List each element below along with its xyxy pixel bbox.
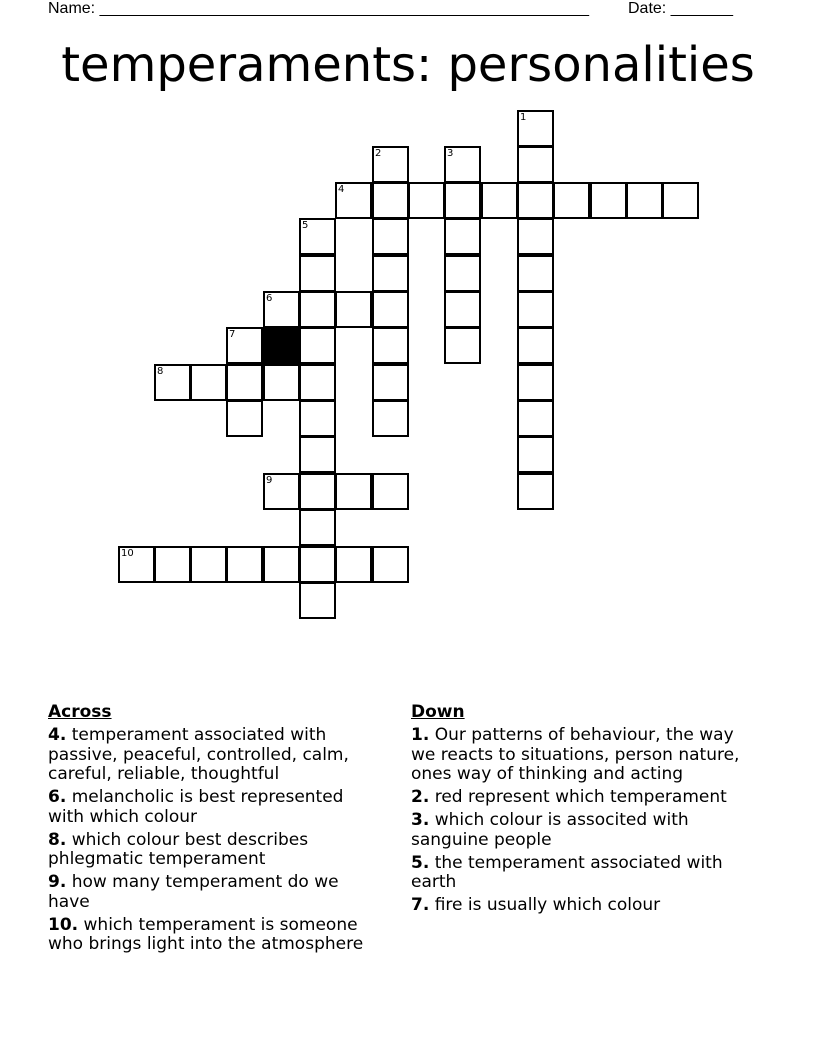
crossword-cell[interactable]: [444, 291, 481, 328]
crossword-cell[interactable]: [299, 364, 336, 401]
clue-number: 6.: [48, 787, 67, 807]
crossword-cell[interactable]: [444, 255, 481, 292]
crossword-cell[interactable]: [444, 218, 481, 255]
clue-number: 2.: [411, 787, 430, 807]
crossword-cell[interactable]: [299, 582, 336, 619]
across-clues: [48, 702, 383, 958]
clue-text: temperament associated with passive, peaceful, controlled, calm, careful, reliable, thoughtful: [48, 725, 349, 784]
crossword-cell[interactable]: [299, 291, 336, 328]
clue-number: 6: [266, 293, 273, 304]
crossword-cell[interactable]: [517, 473, 554, 510]
crossword-cell[interactable]: [299, 218, 336, 255]
crossword-cell[interactable]: [372, 327, 409, 364]
crossword-cell[interactable]: [444, 146, 481, 183]
crossword-cell[interactable]: [154, 364, 191, 401]
crossword-cell[interactable]: [226, 364, 263, 401]
date-field[interactable]: Date: _______: [628, 0, 733, 17]
crossword-cell[interactable]: [299, 546, 336, 583]
crossword-cell[interactable]: [517, 400, 554, 437]
crossword-cell[interactable]: [335, 473, 372, 510]
crossword-cell[interactable]: [190, 546, 227, 583]
crossword-cell[interactable]: [372, 218, 409, 255]
clue-item: [411, 726, 761, 785]
clue-number: 2: [375, 148, 382, 159]
crossword-cell[interactable]: [372, 364, 409, 401]
crossword-cell[interactable]: [226, 546, 263, 583]
crossword-cell[interactable]: [335, 182, 372, 219]
crossword-cell[interactable]: [263, 291, 300, 328]
crossword-cell[interactable]: [590, 182, 627, 219]
crossword-cell[interactable]: [263, 473, 300, 510]
clue-number: 1: [520, 112, 527, 123]
crossword-cell[interactable]: [226, 400, 263, 437]
crossword-cell[interactable]: [517, 364, 554, 401]
crossword-cell[interactable]: [299, 255, 336, 292]
crossword-cell[interactable]: [190, 364, 227, 401]
crossword-cell[interactable]: [299, 509, 336, 546]
clue-number: 5.: [411, 852, 430, 873]
crossword-cell[interactable]: [372, 473, 409, 510]
crossword-cell[interactable]: [517, 182, 554, 219]
crossword-cell[interactable]: [553, 182, 590, 219]
clue-number: 3: [447, 148, 454, 159]
crossword-cell[interactable]: [626, 182, 663, 219]
clue-item: [48, 831, 383, 870]
clue-item: [411, 788, 761, 808]
crossword-cell[interactable]: [372, 255, 409, 292]
clue-item: [411, 896, 761, 916]
crossword-cell[interactable]: [408, 182, 445, 219]
crossword-cell[interactable]: [481, 182, 518, 219]
clue-text: fire is usually which colour: [434, 895, 661, 915]
down-clues: [411, 702, 761, 919]
crossword-cell[interactable]: [154, 546, 191, 583]
crossword-cell[interactable]: [335, 291, 372, 328]
crossword-cell[interactable]: [372, 182, 409, 219]
clue-text: the temperament associated with earth: [411, 852, 723, 892]
down-heading: Down: [411, 702, 465, 722]
crossword-cell[interactable]: [372, 146, 409, 183]
page-title: temperaments: personalities: [61, 37, 755, 93]
blocked-cell: [263, 327, 300, 364]
crossword-cell[interactable]: [372, 400, 409, 437]
crossword-cell[interactable]: [517, 327, 554, 364]
crossword-cell[interactable]: [299, 400, 336, 437]
clue-number: 5: [302, 220, 309, 231]
clue-text: how many temperament do we have: [48, 872, 339, 912]
name-field[interactable]: Name: _______________________________________________________: [48, 0, 589, 17]
crossword-cell[interactable]: [517, 255, 554, 292]
clue-number: 4: [338, 184, 345, 195]
crossword-cell[interactable]: [517, 436, 554, 473]
across-heading: Across: [48, 702, 112, 722]
clue-text: which temperament is someone who brings light into the atmosphere: [48, 914, 364, 954]
clue-number: 9: [266, 475, 273, 486]
crossword-cell[interactable]: [118, 546, 155, 583]
clue-number: 4.: [48, 725, 67, 745]
clue-item: [48, 788, 383, 827]
crossword-cell[interactable]: [299, 327, 336, 364]
clue-number: 8.: [48, 829, 67, 850]
clue-number: 7.: [411, 895, 430, 915]
crossword-cell[interactable]: [226, 327, 263, 364]
clue-text: Our patterns of behaviour, the way we reacts to situations, person nature, ones way of thinking and acting: [411, 725, 740, 784]
clue-number: 9.: [48, 872, 67, 892]
crossword-cell[interactable]: [517, 218, 554, 255]
crossword-cell[interactable]: [372, 546, 409, 583]
clue-item: [411, 854, 761, 893]
crossword-cell[interactable]: [263, 546, 300, 583]
clue-text: red represent which temperament: [434, 787, 727, 807]
crossword-cell[interactable]: [662, 182, 699, 219]
clue-number: 1.: [411, 725, 430, 745]
clue-text: which colour best describes phlegmatic temperament: [48, 829, 309, 869]
clue-number: 10.: [48, 914, 79, 935]
crossword-cell[interactable]: [299, 436, 336, 473]
crossword-cell[interactable]: [444, 327, 481, 364]
clue-text: which colour is associted with sanguine people: [411, 810, 689, 850]
crossword-cell[interactable]: [335, 546, 372, 583]
clue-item: [48, 916, 383, 955]
crossword-cell[interactable]: [517, 146, 554, 183]
clue-text: melancholic is best represented with which colour: [48, 787, 344, 827]
clue-number: 10: [121, 548, 134, 559]
crossword-cell[interactable]: [299, 473, 336, 510]
crossword-cell[interactable]: [372, 291, 409, 328]
crossword-cell[interactable]: [444, 182, 481, 219]
clue-item: [48, 873, 383, 912]
clue-item: [411, 811, 761, 850]
crossword-cell[interactable]: [263, 364, 300, 401]
clue-number: 8: [157, 366, 164, 377]
clue-number: 3.: [411, 810, 430, 830]
crossword-cell[interactable]: [517, 291, 554, 328]
crossword-cell[interactable]: [517, 110, 554, 147]
clue-item: [48, 726, 383, 785]
clue-number: 7: [229, 329, 236, 340]
